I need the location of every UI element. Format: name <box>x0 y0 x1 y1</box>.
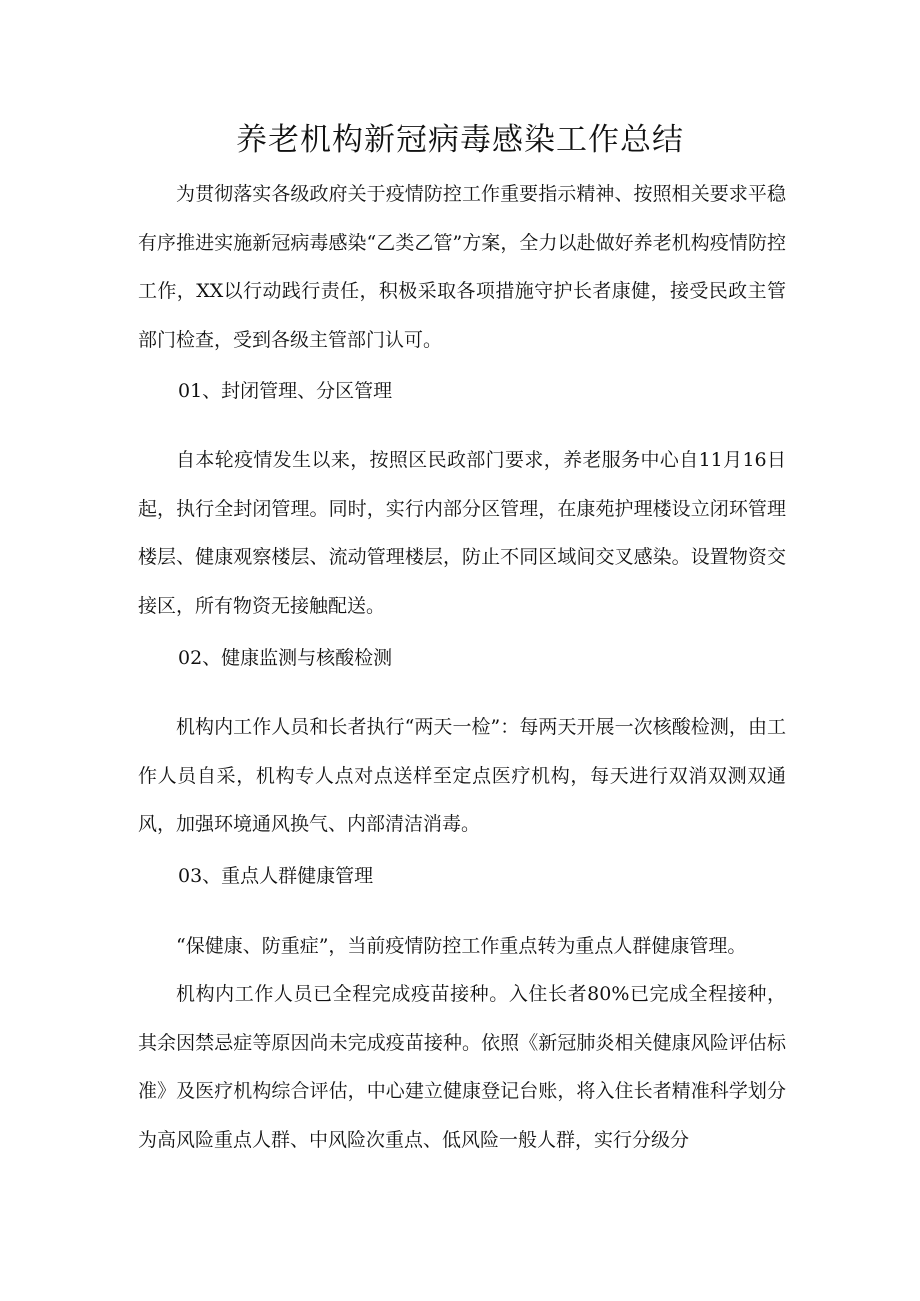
intro-paragraph: 为贯彻落实各级政府关于疫情防控工作重要指示精神、按照相关要求平稳有序推进实施新冠病毒感染“乙类乙管”方案，全力以赴做好养老机构疫情防控工作，XX以行动践行责任，积极采取各项措施守护长者康健，接受民政主管部门检查，受到各级主管部门认可。 <box>138 183 786 351</box>
document-title: 养老机构新冠病毒感染工作总结 <box>236 122 684 158</box>
section-01-paragraph: 自本轮疫情发生以来，按照区民政部门要求，养老服务中心自11月16日起，执行全封闭管理。同时，实行内部分区管理，在康苑护理楼设立闭环管理楼层、健康观察楼层、流动管理楼层，防止不同区域间交叉感染。设置物资交接区，所有物资无接触配送。 <box>138 449 786 617</box>
section-03-paragraph-2: 机构内工作人员已全程完成疫苗接种。入住长者80%已完成全程接种，其余因禁忌症等原因尚未完成疫苗接种。依照《新冠肺炎相关健康风险评估标准》及医疗机构综合评估，中心建立健康登记台账，将入住长者精准科学划分为高风险重点人群、中风险次重点、低风险一般人群，实行分级分 <box>138 983 786 1151</box>
section-heading-01: 01、封闭管理、分区管理 <box>178 380 393 402</box>
section-02-paragraph: 机构内工作人员和长者执行“两天一检”：每两天开展一次核酸检测，由工作人员自采，机构专人点对点送样至定点医疗机构，每天进行双消双测双通风，加强环境通风换气、内部清洁消毒。 <box>138 716 786 835</box>
section-heading-03: 03、重点人群健康管理 <box>178 865 374 887</box>
section-03-paragraph-1: “保健康、防重症”，当前疫情防控工作重点转为重点人群健康管理。 <box>176 935 747 957</box>
section-heading-02: 02、健康监测与核酸检测 <box>178 647 393 669</box>
